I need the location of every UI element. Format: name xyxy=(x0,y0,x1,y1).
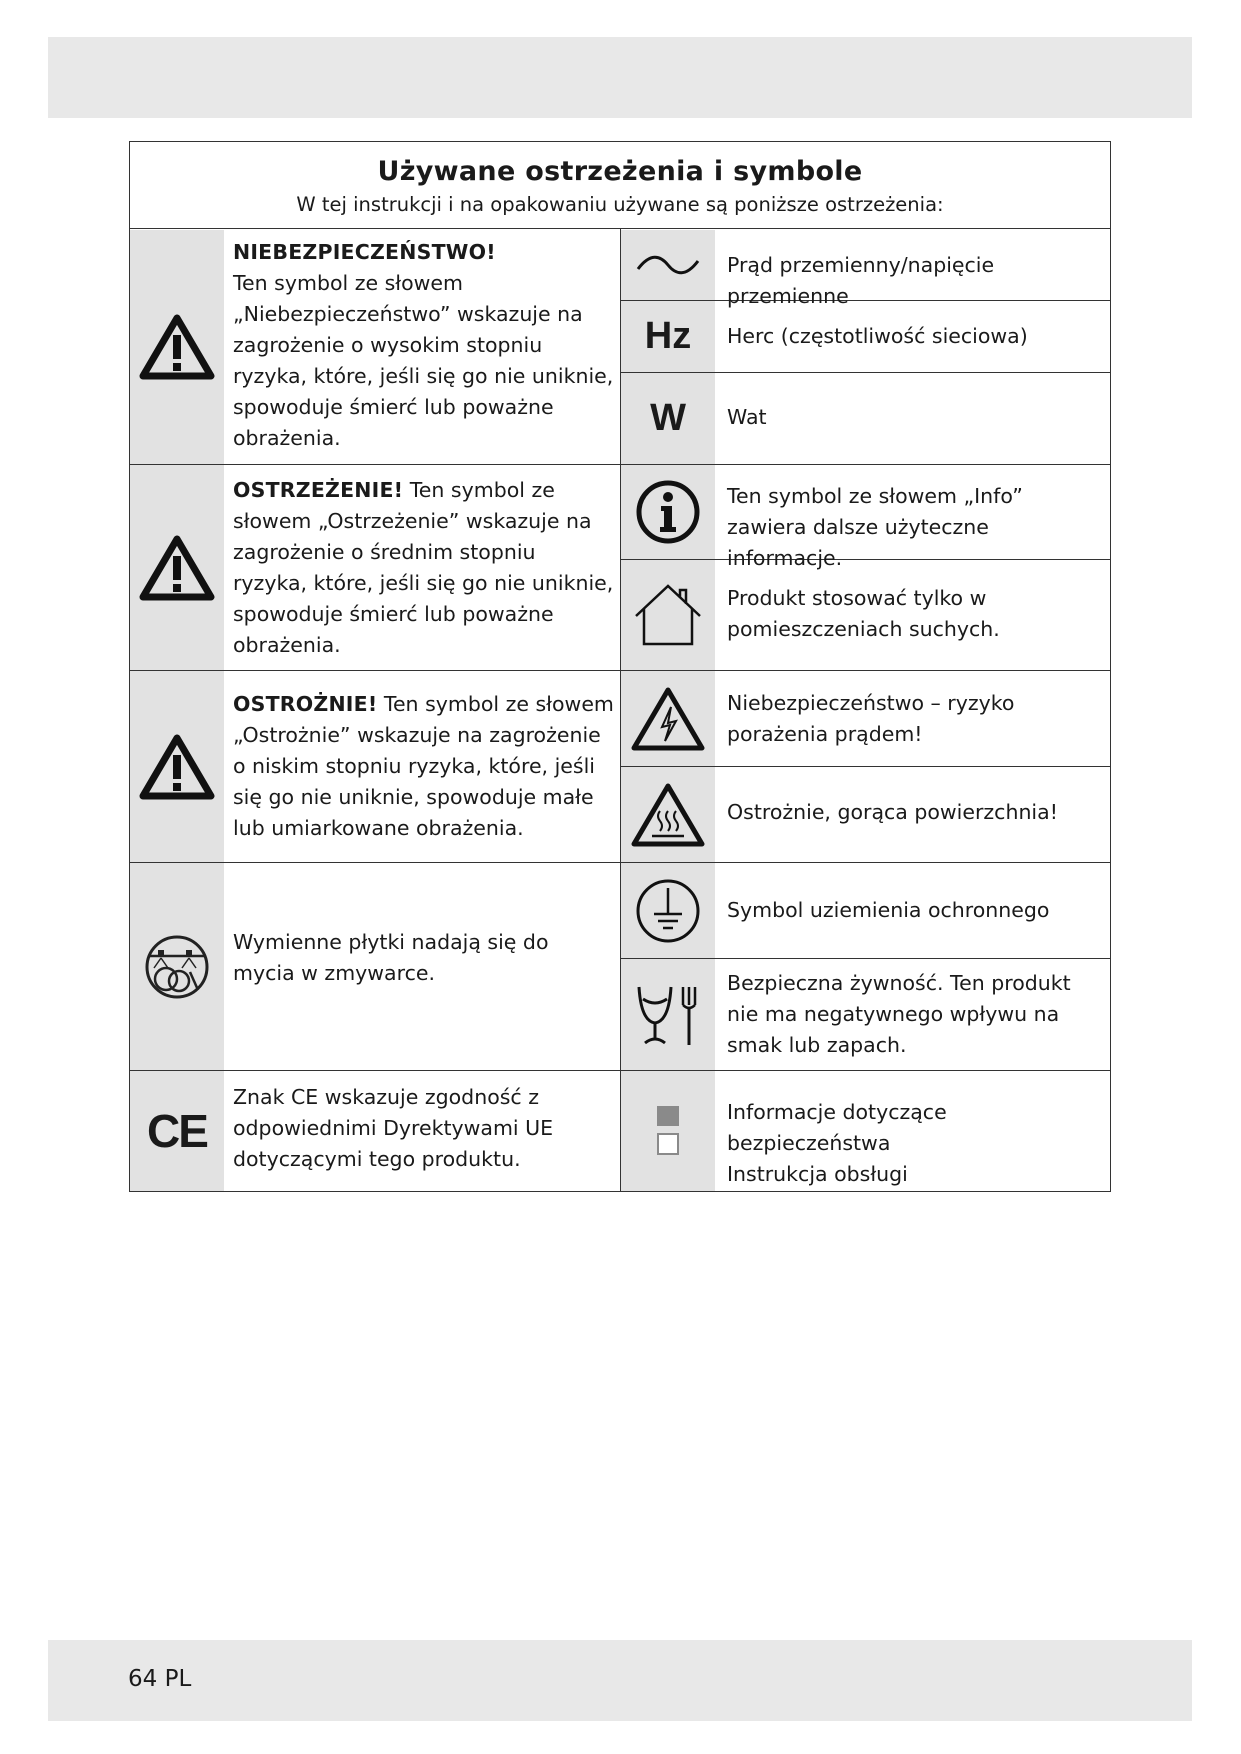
hot-text: Ostrożnie, gorąca powierzchnia! xyxy=(727,800,1058,824)
docs-description xyxy=(727,1097,1107,1190)
table-header xyxy=(130,142,1110,229)
warning-triangle-icon xyxy=(130,671,224,862)
hz-text: Herc (częstotliwość sieciowa) xyxy=(727,324,1028,348)
earth-text: Symbol uziemienia ochronnego xyxy=(727,898,1050,922)
docs-safety-text: Informacje dotyczące bezpieczeństwa xyxy=(727,1100,947,1155)
warning-triangle-icon xyxy=(130,465,224,670)
page-number: 64 PL xyxy=(128,1666,192,1692)
protective-earth-icon xyxy=(621,863,715,958)
footer-band xyxy=(48,1640,1192,1721)
ac-text: Prąd przemienny/napięcie przemienne xyxy=(727,253,995,308)
docs-manual-text: Instrukcja obsługi xyxy=(727,1162,908,1186)
watt-text: W xyxy=(650,397,686,439)
w-text: Wat xyxy=(727,405,767,429)
hertz-icon xyxy=(621,301,715,372)
caution-description xyxy=(233,689,615,844)
shock-text: Niebezpieczeństwo – ryzyko porażenia prądem! xyxy=(727,691,1015,746)
symbols-table xyxy=(129,141,1111,1192)
warning-heading: OSTRZEŻENIE! xyxy=(233,478,404,502)
page-title: Używane ostrzeżenia i symbole xyxy=(377,156,863,187)
ce-mark-icon xyxy=(130,1071,224,1191)
warning-text: Ten symbol ze słowem „Ostrzeżenie” wskazuje na zagrożenie o średnim stopniu ryzyka, które, jeśli się go nie uniknie, spowoduje śmierć lub poważne obrażenia. xyxy=(233,478,614,657)
caution-text: Ten symbol ze słowem „Ostrożnie” wskazuje na zagrożenie o niskim stopniu ryzyka, które, jeśli się go nie uniknie, spowoduje małe lub umiarkowane obrażenia. xyxy=(233,692,614,840)
danger-heading: NIEBEZPIECZEŃSTWO! xyxy=(233,240,496,264)
hot-surface-icon xyxy=(621,767,715,862)
house-icon xyxy=(621,560,715,670)
watt-icon xyxy=(621,373,715,464)
hertz-text: Hz xyxy=(644,315,692,357)
info-icon xyxy=(621,465,715,559)
header-band xyxy=(48,37,1192,118)
info-text: Ten symbol ze słowem „Info” zawiera dalsze użyteczne informacje. xyxy=(727,484,1023,570)
page-subtitle: W tej instrukcji i na opakowaniu używane są poniższe ostrzeżenia: xyxy=(296,193,944,216)
danger-text: Ten symbol ze słowem „Niebezpieczeństwo” wskazuje na zagrożenie o wysokim stopniu ryzyka, które, jeśli się go nie uniknie, spowoduje śmierć lub poważne obrażenia. xyxy=(233,271,614,450)
dishwasher-safe-icon xyxy=(130,863,224,1070)
warning-triangle-icon xyxy=(130,230,224,464)
ce-text: Znak CE wskazuje zgodność z odpowiednimi Dyrektywami UE dotyczącymi tego produktu. xyxy=(233,1085,554,1171)
caution-heading: OSTROŻNIE! xyxy=(233,692,378,716)
dishwasher-text: Wymienne płytki nadają się do mycia w zmywarce. xyxy=(233,930,549,985)
warning-description xyxy=(233,475,615,661)
documents-icon xyxy=(621,1071,715,1191)
danger-description xyxy=(233,237,615,454)
ce-mark-text: CE xyxy=(147,1105,207,1157)
alternating-current-icon xyxy=(621,230,715,300)
indoor-text: Produkt stosować tylko w pomieszczeniach suchych. xyxy=(727,586,1000,641)
electric-shock-icon xyxy=(621,671,715,766)
food-safe-icon xyxy=(621,959,715,1070)
food-text: Bezpieczna żywność. Ten produkt nie ma negatywnego wpływu na smak lub zapach. xyxy=(727,971,1071,1057)
